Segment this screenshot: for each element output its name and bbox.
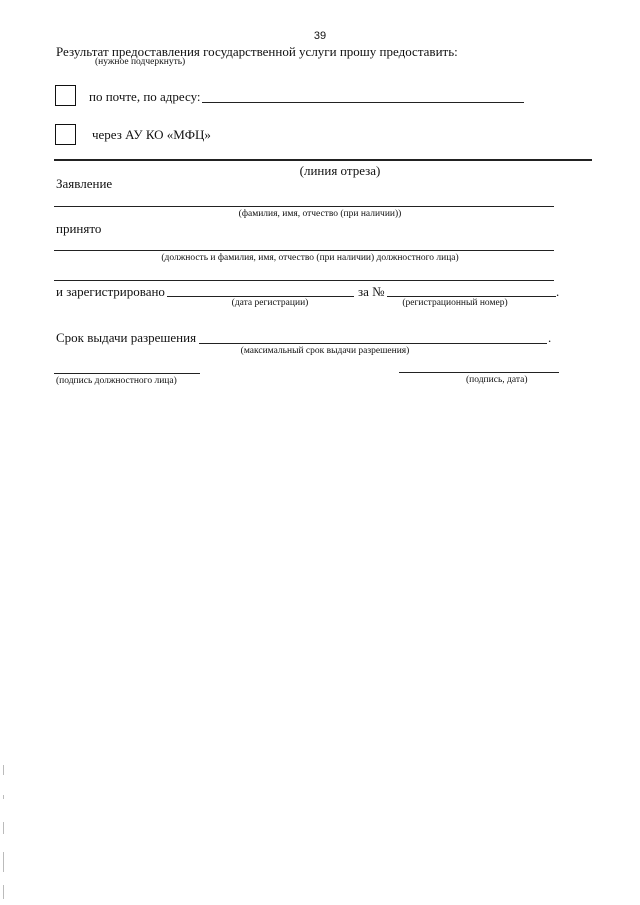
signature-date-line[interactable]	[399, 372, 559, 373]
statement-label: Заявление	[56, 176, 113, 191]
result-heading: Результат предоставления государственной услуги прошу предоставить:	[56, 44, 458, 59]
scan-mark	[3, 822, 4, 834]
registration-number-caption: (регистрационный номер)	[402, 298, 508, 308]
applicant-name-caption: (фамилия, имя, отчество (при наличии))	[238, 209, 402, 219]
scan-mark	[3, 765, 4, 775]
accepted-label: принято	[56, 221, 102, 236]
mail-address-line[interactable]	[202, 102, 524, 103]
scan-mark	[3, 795, 4, 799]
underline-hint: (нужное подчеркнуть)	[95, 57, 186, 67]
registration-number-line[interactable]	[387, 296, 556, 297]
scan-mark	[3, 852, 4, 872]
registration-date-caption: (дата регистрации)	[231, 298, 309, 308]
deadline-end-dot: .	[548, 330, 552, 345]
mfc-option-label: через АУ КО «МФЦ»	[92, 127, 211, 142]
page-number: 39	[313, 30, 327, 42]
deadline-caption: (максимальный срок выдачи разрешения)	[240, 346, 410, 356]
cut-line	[54, 159, 592, 161]
scan-mark	[3, 885, 4, 899]
official-signature-line[interactable]	[54, 373, 200, 374]
deadline-line[interactable]	[199, 343, 547, 344]
mail-option-checkbox[interactable]	[55, 85, 76, 106]
cut-line-label: (линия отреза)	[299, 163, 381, 178]
number-label: за №	[358, 284, 385, 299]
applicant-name-line[interactable]	[54, 206, 554, 207]
registration-top-line	[54, 280, 554, 281]
registration-end-dot: .	[556, 284, 560, 299]
official-name-caption: (должность и фамилия, имя, отчество (при наличии) должностного лица)	[161, 253, 459, 263]
official-name-line[interactable]	[54, 250, 554, 251]
mail-option-label: по почте, по адресу:	[89, 89, 201, 104]
signature-date-caption: (подпись, дата)	[466, 375, 528, 385]
official-signature-caption: (подпись должностного лица)	[56, 376, 177, 386]
deadline-label: Срок выдачи разрешения	[56, 330, 197, 345]
registered-label: и зарегистрировано	[56, 284, 165, 299]
mfc-option-checkbox[interactable]	[55, 124, 76, 145]
registration-date-line[interactable]	[167, 296, 354, 297]
